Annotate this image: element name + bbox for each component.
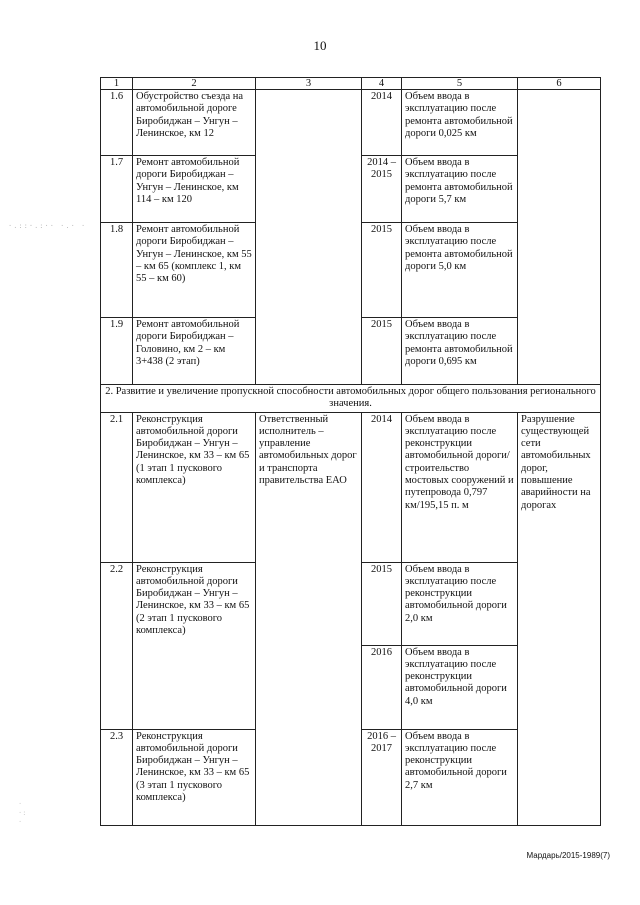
year-cell: 2014	[362, 90, 402, 156]
year-cell: 2016	[362, 645, 402, 729]
year-cell: 2014 – 2015	[362, 156, 402, 223]
row-number: 2.1	[101, 412, 133, 562]
year-cell: 2015	[362, 318, 402, 385]
result-cell: Объем ввода в эксплуатацию после реконструкции автомобильной дороги 2,7 км	[402, 729, 518, 825]
result-cell: Объем ввода в эксплуатацию после ремонта автомобильной дороги 5,7 км	[402, 156, 518, 223]
row-number: 2.3	[101, 729, 133, 825]
section-title-row	[101, 385, 601, 413]
row-number: 1.8	[101, 223, 133, 318]
result-cell: Объем ввода в эксплуатацию после ремонта автомобильной дороги 5,0 км	[402, 223, 518, 318]
measure-name: Ремонт автомобильной дороги Биробиджан – Унгун – Ленинское, км 114 – км 120	[133, 156, 256, 223]
year-cell: 2014	[362, 412, 402, 562]
executor-cell: Ответственный исполнитель – управление автомобильных дорог и транспорта правительства ЕАО	[256, 412, 362, 825]
row-number: 1.6	[101, 90, 133, 156]
measure-name: Реконструкция автомобильной дороги Биробиджан – Унгун – Ленинское, км 33 – км 65 (3 этап 1 пускового комплекса)	[133, 729, 256, 825]
year-cell: 2015	[362, 223, 402, 318]
measures-table	[100, 77, 601, 826]
table-row	[101, 90, 601, 156]
result-cell: Объем ввода в эксплуатацию после реконструкции автомобильной дороги 4,0 км	[402, 645, 518, 729]
column-header: 2	[133, 78, 256, 90]
result-cell: Объем ввода в эксплуатацию после ремонта автомобильной дороги 0,695 км	[402, 318, 518, 385]
column-header: 4	[362, 78, 402, 90]
document-footer-code: Мардарь/2015-1989(7)	[526, 851, 610, 860]
row-number: 2.2	[101, 562, 133, 729]
scan-artifact: ·.::·.:·· ·.· ·	[8, 222, 87, 230]
column-header: 3	[256, 78, 362, 90]
consequence-cell	[518, 90, 601, 385]
scan-artifact: · ·: ·	[18, 800, 27, 826]
row-number: 1.9	[101, 318, 133, 385]
result-cell: Объем ввода в эксплуатацию после реконструкции автомобильной дороги/ строительство мостовых сооружений и путепровода 0,797 км/195,15 п. м	[402, 412, 518, 562]
row-number: 1.7	[101, 156, 133, 223]
table-row	[101, 412, 601, 562]
column-header: 5	[402, 78, 518, 90]
section-title: 2. Развитие и увеличение пропускной способности автомобильных дорог общего пользования регионального значения.	[101, 385, 601, 413]
measure-name: Реконструкция автомобильной дороги Биробиджан – Унгун – Ленинское, км 33 – км 65 (2 этап 1 пускового комплекса)	[133, 562, 256, 729]
measure-name: Обустройство съезда на автомобильной дороге Биробиджан – Унгун – Ленинское, км 12	[133, 90, 256, 156]
executor-cell	[256, 90, 362, 385]
measure-name: Ремонт автомобильной дороги Биробиджан – Головино, км 2 – км 3+438 (2 этап)	[133, 318, 256, 385]
column-header: 1	[101, 78, 133, 90]
consequence-cell: Разрушение существующей сети автомобильных дорог, повышение аварийности на дорогах	[518, 412, 601, 825]
measure-name: Ремонт автомобильной дороги Биробиджан – Унгун – Ленинское, км 55 – км 65 (комплекс 1, км 55 – км 60)	[133, 223, 256, 318]
table-header-row	[101, 78, 601, 90]
year-cell: 2015	[362, 562, 402, 645]
page-number: 10	[313, 38, 327, 53]
result-cell: Объем ввода в эксплуатацию после реконструкции автомобильной дороги 2,0 км	[402, 562, 518, 645]
result-cell: Объем ввода в эксплуатацию после ремонта автомобильной дороги 0,025 км	[402, 90, 518, 156]
column-header: 6	[518, 78, 601, 90]
measure-name: Реконструкция автомобильной дороги Биробиджан – Унгун – Ленинское, км 33 – км 65 (1 этап 1 пускового комплекса)	[133, 412, 256, 562]
year-cell: 2016 – 2017	[362, 729, 402, 825]
